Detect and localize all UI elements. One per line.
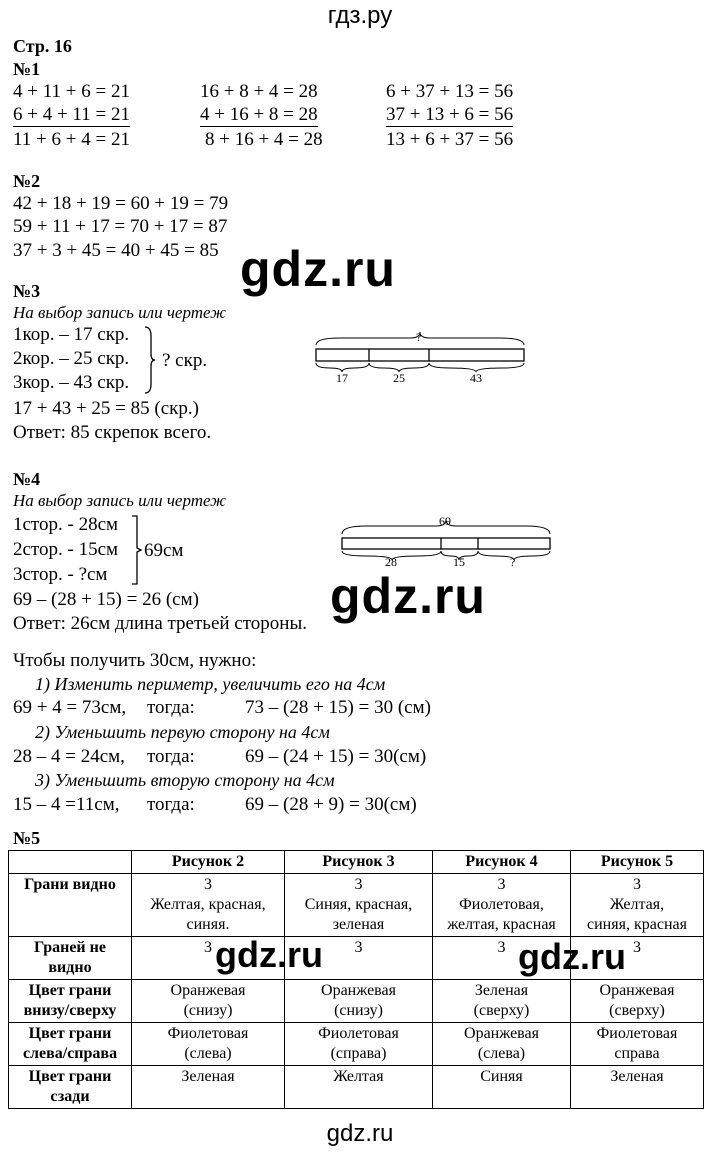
table-row (9, 1066, 704, 1109)
table-cell: Оранжевая (снизу) (285, 980, 433, 1023)
site-footer: gdz.ru (326, 1120, 394, 1147)
task-3-note: На выбор запись или чертеж (13, 303, 226, 322)
task-4-item: 2стор. - 15см (13, 539, 119, 560)
watermark: gdz.ru (518, 936, 626, 977)
table-cell: Зеленая (571, 1066, 704, 1109)
task-4-title: №4 (13, 469, 41, 489)
task-4-extra-intro: Чтобы получить 30см, нужно: (13, 650, 257, 671)
task-1-row: 6 + 4 + 11 = 21 (13, 104, 130, 125)
row-label: Цвет грани внизу/сверху (9, 980, 132, 1023)
task-1-row: 6 + 37 + 13 = 56 (386, 81, 514, 102)
task-2-line: 37 + 3 + 45 = 40 + 45 = 85 (13, 240, 219, 261)
table-cell: Зеленая (сверху) (433, 980, 571, 1023)
table-header-cell: Рисунок 2 (132, 851, 285, 874)
table-cell: Фиолетовая справа (571, 1023, 704, 1066)
table-cell: Оранжевая (слева) (433, 1023, 571, 1066)
task-4-item: 1стор. - 28см (13, 514, 119, 535)
table-cell: 3 (433, 937, 571, 980)
task-4-step-mid: тогда: (147, 794, 195, 815)
task-4-diagram-seg: 28 (385, 555, 397, 569)
task-4-diagram-seg: 15 (453, 555, 465, 569)
site-header: гдз.ру (327, 2, 393, 29)
table-header-cell: Рисунок 5 (571, 851, 704, 874)
task-4-brace (131, 515, 143, 585)
task-3-item: 3кор. – 43 скр. (13, 372, 130, 393)
table-cell: 3 Фиолетовая, желтая, красная (433, 874, 571, 937)
task-3-item: 2кор. – 25 скр. (13, 348, 130, 369)
task-4-step-left: 15 – 4 =11см, (13, 794, 120, 815)
task-3-brace (143, 326, 157, 394)
task-4-step-mid: тогда: (147, 697, 195, 718)
table-cell: Синяя (433, 1066, 571, 1109)
task-4-item: 3стор. - ?см (13, 564, 108, 585)
task-1-row: 13 + 6 + 37 = 56 (386, 129, 514, 150)
table-header-row (9, 851, 704, 874)
task-1-row: 37 + 13 + 6 = 56 (386, 104, 514, 125)
task-4-step-mid: тогда: (147, 746, 195, 767)
table-cell: 3 Синяя, красная, зеленая (285, 874, 433, 937)
task-3-calc: 17 + 43 + 25 = 85 (скр.) (13, 398, 199, 419)
task-4-diagram-top: 69 (439, 514, 451, 528)
row-label: Цвет грани слева/справа (9, 1023, 132, 1066)
task-2-title: №2 (13, 171, 41, 191)
table-row (9, 1023, 704, 1066)
row-label: Граней не видно (9, 937, 132, 980)
table-cell: Оранжевая (сверху) (571, 980, 704, 1023)
task-1-row: 11 + 6 + 4 = 21 (13, 129, 130, 150)
task-3-item: 1кор. – 17 скр. (13, 324, 130, 345)
task-4-step-left: 69 + 4 = 73см, (13, 697, 127, 718)
task-4-step-title: 1) Изменить периметр, увеличить его на 4см (35, 674, 386, 694)
table-cell: 3 Желтая, красная, синяя. (132, 874, 285, 937)
task-4-step-right: 69 – (28 + 9) = 30(см) (245, 794, 417, 815)
task-2-line: 59 + 11 + 17 = 70 + 17 = 87 (13, 216, 228, 237)
task-3-brace-label: ? скр. (162, 350, 208, 371)
table-cell: 3 Желтая, синяя, красная (571, 874, 704, 937)
task-3-diagram-top: ? (416, 330, 422, 344)
task-1-title: №1 (13, 59, 41, 79)
watermark: gdz.ru (215, 934, 323, 975)
task-3-title: №3 (13, 281, 41, 301)
table-cell: Фиолетовая (справа) (285, 1023, 433, 1066)
task-5-table (8, 850, 704, 1109)
task-2-line: 42 + 18 + 19 = 60 + 19 = 79 (13, 193, 229, 214)
row-label: Грани видно (9, 874, 132, 937)
task-1-row: 16 + 8 + 4 = 28 (200, 81, 318, 102)
task-3-diagram-seg: 25 (393, 371, 405, 385)
table-header-cell: Рисунок 4 (433, 851, 571, 874)
task-4-answer: Ответ: 26см длина третьей стороны. (13, 613, 307, 634)
watermark: gdz.ru (330, 568, 486, 624)
task-4-step-right: 73 – (28 + 15) = 30 (см) (245, 697, 431, 718)
table-cell: Оранжевая (снизу) (132, 980, 285, 1023)
task-3-diagram-seg: 43 (470, 371, 482, 385)
table-cell: 3 (571, 937, 704, 980)
task-4-step-left: 28 – 4 = 24см, (13, 746, 125, 767)
task-1-row: 4 + 11 + 6 = 21 (13, 81, 130, 102)
table-header-cell: Рисунок 3 (285, 851, 433, 874)
task-4-calc: 69 – (28 + 15) = 26 (см) (13, 589, 199, 610)
table-row (9, 874, 704, 937)
task-3-diagram-seg: 17 (336, 371, 348, 385)
table-header-cell (9, 851, 132, 874)
task-4-step-right: 69 – (24 + 15) = 30(см) (245, 746, 427, 767)
task-4-brace-label: 69см (144, 540, 184, 561)
table-cell: 3 (285, 937, 433, 980)
task-3-answer: Ответ: 85 скрепок всего. (13, 422, 212, 443)
table-row (9, 980, 704, 1023)
table-cell: Желтая (285, 1066, 433, 1109)
page-label: Стр. 16 (13, 36, 72, 56)
table-cell: Фиолетовая (слева) (132, 1023, 285, 1066)
table-cell: 3 (132, 937, 285, 980)
task-4-step-title: 2) Уменьшить первую сторону на 4см (35, 722, 330, 742)
task-4-diagram-seg: ? (510, 555, 516, 569)
task-1-row: 4 + 16 + 8 = 28 (200, 104, 318, 125)
task-4-step-title: 3) Уменьшить вторую сторону на 4см (35, 770, 335, 790)
task-5-title: №5 (13, 828, 41, 848)
table-cell: Зеленая (132, 1066, 285, 1109)
row-label: Цвет грани сзади (9, 1066, 132, 1109)
task-1-row: 8 + 16 + 4 = 28 (205, 129, 323, 150)
watermark: gdz.ru (240, 241, 396, 297)
task-4-note: На выбор запись или чертеж (13, 491, 226, 510)
